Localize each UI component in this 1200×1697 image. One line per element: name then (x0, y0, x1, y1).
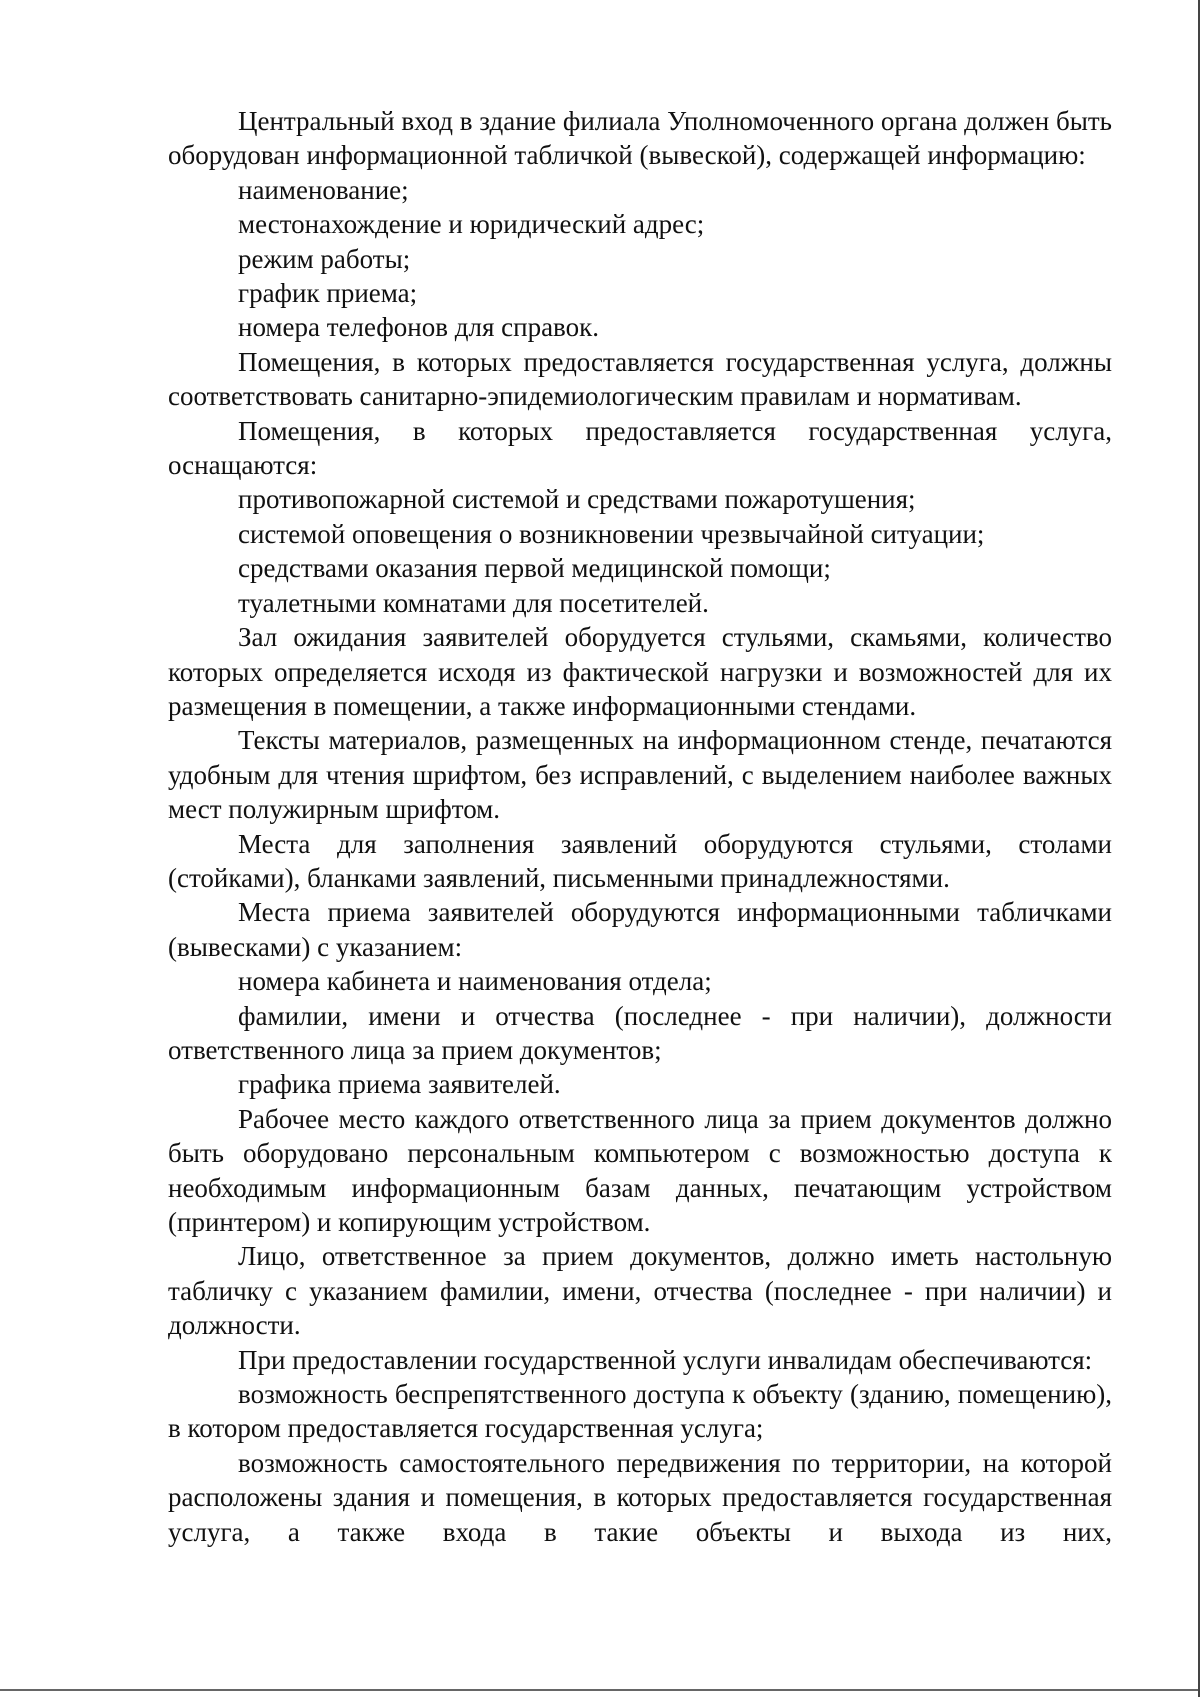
list-item: режим работы; (238, 243, 411, 274)
list-item: средствами оказания первой медицинской помощи; (238, 553, 831, 584)
paragraph-desk-sign: Лицо, ответственное за прием документов, должно иметь настольную табличку с указанием фамилии, имени, отчества (последнее - при наличии) и должности. (168, 1241, 1112, 1341)
paragraph-workplace: Рабочее место каждого ответственного лица за прием документов должно быть оборудовано персональным компьютером с возможностью доступа к необходимым информационным базам данных, печатающим устройством (принтером) и копирующим устройством. (168, 1103, 1112, 1237)
list-item: возможность самостоятельного передвижения по территории, на которой расположены здания и помещения, в которых предоставляется государственная услуга, а также входа в такие объекты и выхода из них, (168, 1447, 1112, 1547)
list-item: наименование; (238, 174, 409, 205)
list-item: номера кабинета и наименования отдела; (238, 966, 712, 997)
list-item: системой оповещения о возникновении чрезвычайной ситуации; (238, 518, 985, 549)
paragraph-reception-places: Места приема заявителей оборудуются информационными табличками (вывесками) с указанием: (168, 897, 1112, 962)
paragraph-equipment: Помещения, в которых предоставляется государственная услуга, оснащаются: (168, 415, 1112, 481)
list-item: туалетными комнатами для посетителей. (238, 587, 709, 618)
paragraph-application-places: Места для заполнения заявлений оборудуются стульями, столами (стойками), бланками заявлений, письменными принадлежностями. (168, 828, 1112, 893)
list-item: номера телефонов для справок. (238, 312, 599, 343)
list-item: график приема; (238, 278, 418, 309)
document-body (168, 104, 1112, 1549)
list-item: графика приема заявителей. (238, 1069, 561, 1100)
paragraph-stand-texts: Тексты материалов, размещенных на информационном стенде, печатаются удобным для чтения шрифтом, без исправлений, с выделением наиболее важных мест полужирным шрифтом. (168, 725, 1112, 825)
list-item: возможность беспрепятственного доступа к объекту (зданию, помещению), в котором предоставляется государственная услуга; (168, 1379, 1112, 1444)
paragraph-waiting-hall: Зал ожидания заявителей оборудуется стульями, скамьями, количество которых определяется исходя из фактической нагрузки и возможностей для их размещения в помещении, а также информационными стендами. (168, 622, 1112, 721)
list-item: фамилии, имени и отчества (последнее - при наличии), должности ответственного лица за прием документов; (168, 1000, 1112, 1065)
paragraph-sanitary: Помещения, в которых предоставляется государственная услуга, должны соответствовать санитарно-эпидемиологическим правилам и нормативам. (168, 346, 1112, 412)
paragraph-disabled-access: При предоставлении государственной услуги инвалидам обеспечиваются: (238, 1344, 1093, 1375)
list-item: местонахождение и юридический адрес; (238, 209, 705, 240)
paragraph-entrance-sign: Центральный вход в здание филиала Уполномоченного органа должен быть оборудован информационной табличкой (вывеской), содержащей информацию: (168, 106, 1112, 171)
list-item: противопожарной системой и средствами пожаротушения; (238, 484, 916, 515)
